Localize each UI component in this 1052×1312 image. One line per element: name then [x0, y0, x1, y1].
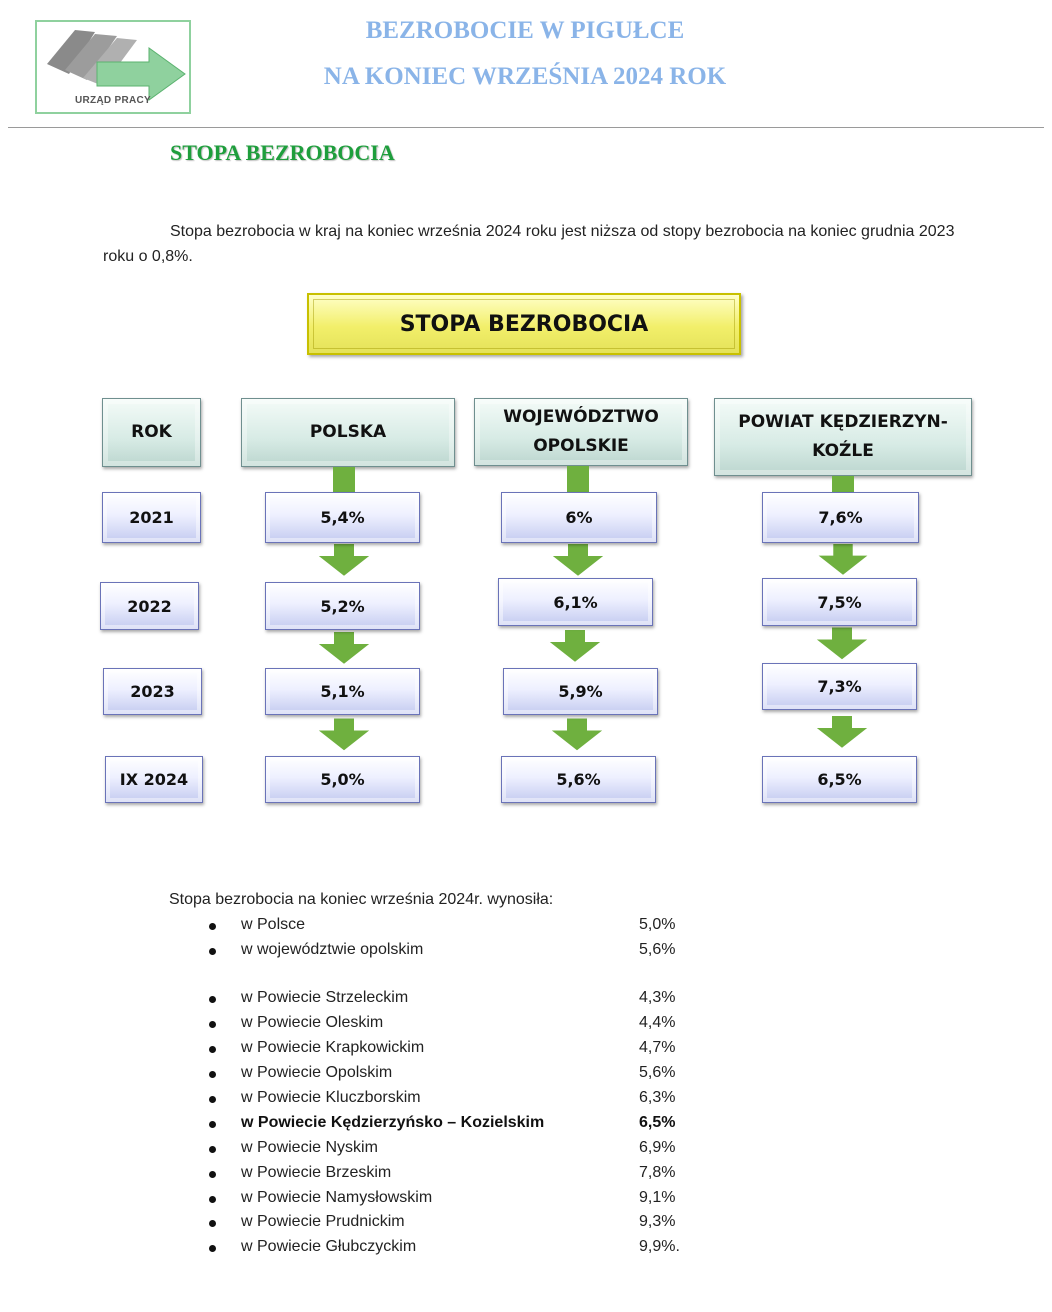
list-item-powiat [0, 1087, 1052, 1112]
bullet-icon [209, 1171, 216, 1178]
list-item-name: w Powiecie Prudnickim [241, 1213, 405, 1230]
list-item-national [0, 939, 1052, 964]
list-item-value: 4,3% [639, 989, 676, 1006]
list-item-powiat [0, 1037, 1052, 1062]
list-item-powiat [0, 1012, 1052, 1037]
list-item-powiat [0, 1062, 1052, 1087]
intro-paragraph-text: Stopa bezrobocia w kraj na koniec września 2024 roku jest niższa od stopy bezrobocia na koniec grudnia 2023 roku o 0,8%. [103, 223, 955, 265]
list-item-powiat [0, 1187, 1052, 1212]
kk-arrow-down-icon [805, 543, 881, 578]
section-title: STOPA BEZROBOCIA [170, 140, 395, 165]
polska-value-2022: 5,2% [265, 582, 420, 630]
list-item-name: w Powiecie Krapkowickim [241, 1039, 425, 1056]
kk-value-2022: 7,5% [762, 578, 917, 626]
list-item-name: w Powiecie Kędzierzyńsko – Kozielskim [241, 1114, 545, 1131]
header-divider [8, 127, 1044, 128]
bullet-icon [209, 1196, 216, 1203]
year-box-2021: 2021 [102, 492, 201, 543]
kk-value-2021: 7,6% [762, 492, 919, 543]
list-item-name: w Powiecie Nyskim [241, 1139, 378, 1156]
bullet-icon [209, 948, 216, 955]
list-item-value: 9,3% [639, 1213, 676, 1230]
list-item-name: w Powiecie Strzeleckim [241, 989, 409, 1006]
kk-column-header: POWIAT KĘDZIERZYN-KOŹLE [714, 398, 972, 476]
bullet-icon [209, 1071, 216, 1078]
polska-column-header: POLSKA [241, 398, 455, 467]
list-item-value: 5,6% [639, 941, 676, 958]
year-column-header: ROK [102, 398, 201, 467]
polska-arrow-down-icon [306, 543, 382, 579]
list-item-value: 7,8% [639, 1164, 676, 1181]
list-item-value: 4,4% [639, 1014, 676, 1031]
list-item-powiat-highlighted [0, 1112, 1052, 1137]
list-item-value: 6,9% [639, 1139, 676, 1156]
kk-value-2023: 7,3% [762, 663, 917, 710]
bullet-icon [209, 1146, 216, 1153]
polska-value-2021: 5,4% [265, 492, 420, 543]
list-item-value: 6,5% [639, 1114, 676, 1131]
list-item-name: w Powiecie Kluczborskim [241, 1089, 421, 1106]
polska-arrow-down-icon [306, 715, 382, 756]
bullet-icon [209, 1046, 216, 1053]
list-item-name: w Powiecie Namysłowskim [241, 1189, 433, 1206]
polska-connector [333, 467, 355, 493]
summary-intro: Stopa bezrobocia na koniec września 2024r. wynosiła: [169, 891, 554, 908]
header-title-line-1: BEZROBOCIE W PIGUŁCE [365, 17, 685, 44]
list-item-name: w Powiecie Brzeskim [241, 1164, 392, 1181]
bullet-icon [209, 1121, 216, 1128]
kk-arrow-down-icon [804, 710, 880, 756]
list-item-value: 4,7% [639, 1039, 676, 1056]
bullet-icon [209, 1096, 216, 1103]
list-item-value: 6,3% [639, 1089, 676, 1106]
opolskie-arrow-down-icon [540, 543, 616, 579]
opolskie-value-2022: 6,1% [498, 578, 653, 626]
polska-value-ix-2024: 5,0% [265, 756, 420, 803]
list-item-value: 5,0% [639, 916, 676, 933]
bullet-icon [209, 996, 216, 1003]
polska-value-2023: 5,1% [265, 668, 420, 715]
list-item-powiat [0, 1236, 1052, 1261]
bullet-icon [209, 1245, 216, 1252]
year-box-ix-2024: IX 2024 [105, 756, 203, 803]
list-item-name: w Powiecie Opolskim [241, 1064, 393, 1081]
list-item-name: w województwie opolskim [241, 941, 424, 958]
list-item-national [0, 914, 1052, 939]
list-item-powiat [0, 987, 1052, 1012]
list-item-name: w Powiecie Oleskim [241, 1014, 384, 1031]
bullet-icon [209, 1220, 216, 1227]
opolskie-value-2021: 6% [501, 492, 657, 543]
list-item-powiat [0, 1211, 1052, 1236]
list-item-name: w Polsce [241, 916, 306, 933]
logo-text: URZĄD PRACY [74, 95, 152, 106]
opolskie-value-2023: 5,9% [503, 668, 658, 715]
opolskie-column-header: WOJEWÓDZTWO OPOLSKIE [474, 398, 688, 466]
kk-connector [832, 476, 854, 493]
kk-value-ix-2024: 6,5% [762, 756, 917, 803]
list-item-powiat [0, 1137, 1052, 1162]
polska-arrow-down-icon [306, 630, 382, 668]
intro-paragraph [103, 219, 963, 269]
year-box-2023: 2023 [103, 668, 202, 715]
bullet-icon [209, 1021, 216, 1028]
list-item-value: 9,1% [639, 1189, 676, 1206]
list-item-value: 9,9%. [639, 1238, 680, 1255]
kk-arrow-down-icon [804, 626, 880, 663]
list-item-value: 5,6% [639, 1064, 676, 1081]
opolskie-arrow-down-icon [539, 715, 615, 756]
opolskie-arrow-down-icon [537, 626, 613, 668]
bullet-icon [209, 923, 216, 930]
urzad-pracy-logo [35, 20, 191, 114]
opolskie-value-ix-2024: 5,6% [501, 756, 656, 803]
opolskie-connector [567, 466, 589, 493]
year-box-2022: 2022 [100, 582, 199, 630]
list-item-powiat [0, 1162, 1052, 1187]
header-title-line-2: NA KONIEC WRZEŚNIA 2024 ROK [323, 63, 727, 90]
list-item-name: w Powiecie Głubczyckim [241, 1238, 417, 1255]
diagram-banner: STOPA BEZROBOCIA [307, 293, 741, 355]
